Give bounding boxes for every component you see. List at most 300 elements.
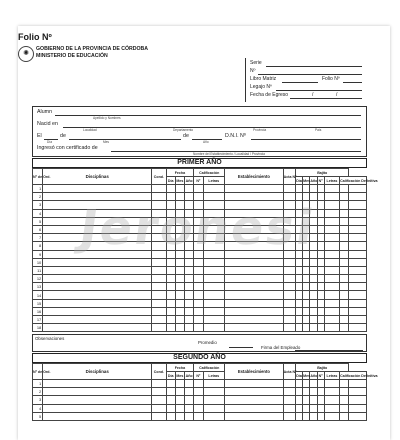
table-cell[interactable] <box>295 258 302 266</box>
table-cell[interactable] <box>185 316 194 324</box>
promedio-label: Promedio <box>198 340 217 345</box>
alumno-label: Alumn <box>37 109 53 115</box>
table-cell[interactable] <box>317 324 324 332</box>
table-cell[interactable] <box>225 185 284 193</box>
table-cell[interactable] <box>203 316 225 324</box>
table-cell[interactable] <box>203 412 225 420</box>
table-cell[interactable] <box>349 209 367 217</box>
table-cell[interactable] <box>43 275 152 283</box>
table-cell[interactable] <box>185 380 194 388</box>
table-cell[interactable] <box>310 324 317 332</box>
table-cell[interactable] <box>194 258 203 266</box>
table-cell[interactable] <box>166 324 175 332</box>
table-cell[interactable] <box>194 275 203 283</box>
table-cell[interactable] <box>340 193 349 201</box>
table-cell[interactable] <box>185 307 194 315</box>
table-cell[interactable] <box>185 299 194 307</box>
table-cell[interactable] <box>295 307 302 315</box>
row-number: 3 <box>33 396 43 404</box>
table-cell[interactable] <box>185 324 194 332</box>
table-cell[interactable] <box>152 283 166 291</box>
table-cell[interactable] <box>340 299 349 307</box>
table-cell[interactable] <box>43 412 152 420</box>
table-cell[interactable] <box>295 316 302 324</box>
table-cell[interactable] <box>175 258 184 266</box>
table-cell[interactable] <box>225 316 284 324</box>
table-cell[interactable] <box>175 412 184 420</box>
b-n-col-2: Nº <box>318 373 323 378</box>
table-cell[interactable] <box>310 185 317 193</box>
table-cell[interactable] <box>152 266 166 274</box>
table-cell[interactable] <box>324 283 339 291</box>
table-cell[interactable] <box>310 388 317 396</box>
table-cell[interactable] <box>283 412 295 420</box>
table-cell[interactable] <box>152 324 166 332</box>
table-cell[interactable] <box>317 307 324 315</box>
table-cell[interactable] <box>349 201 367 209</box>
b-anio-col: Año <box>310 178 318 183</box>
table-cell[interactable] <box>194 185 203 193</box>
table-cell[interactable] <box>185 275 194 283</box>
table-cell[interactable] <box>203 291 225 299</box>
table-cell[interactable] <box>283 307 295 315</box>
table-cell[interactable] <box>225 266 284 274</box>
table-cell[interactable] <box>175 299 184 307</box>
table-cell[interactable] <box>152 185 166 193</box>
table-cell[interactable] <box>185 258 194 266</box>
table-cell[interactable] <box>166 185 175 193</box>
calificacion-header: Calificación <box>194 169 225 177</box>
table-cell[interactable] <box>317 388 324 396</box>
table-cell[interactable] <box>340 396 349 404</box>
table-cell[interactable] <box>43 316 152 324</box>
table-cell[interactable] <box>340 242 349 250</box>
table-cell[interactable] <box>194 283 203 291</box>
table-cell[interactable] <box>349 193 367 201</box>
table-cell[interactable] <box>166 307 175 315</box>
table-cell[interactable] <box>295 404 302 412</box>
dni-label: D.N.I. Nº <box>225 133 246 139</box>
table-row <box>33 275 367 283</box>
table-cell[interactable] <box>340 283 349 291</box>
table-cell[interactable] <box>185 266 194 274</box>
table-cell[interactable] <box>185 404 194 412</box>
table-cell[interactable] <box>203 388 225 396</box>
table-cell[interactable] <box>317 225 324 233</box>
table-cell[interactable] <box>225 283 284 291</box>
table-cell[interactable] <box>303 283 310 291</box>
table-cell[interactable] <box>283 291 295 299</box>
table-cell[interactable] <box>303 404 310 412</box>
table-cell[interactable] <box>203 396 225 404</box>
table-cell[interactable] <box>283 258 295 266</box>
table-cell[interactable] <box>283 404 295 412</box>
table-cell[interactable] <box>166 266 175 274</box>
cal-letras-col-2: Letras <box>203 372 225 380</box>
table-cell[interactable] <box>225 380 284 388</box>
table-cell[interactable] <box>194 307 203 315</box>
table-cell[interactable] <box>225 299 284 307</box>
table-cell[interactable] <box>310 404 317 412</box>
table-cell[interactable] <box>203 275 225 283</box>
table-cell[interactable] <box>310 291 317 299</box>
table-cell[interactable] <box>295 412 302 420</box>
table-cell[interactable] <box>340 217 349 225</box>
table-cell[interactable] <box>349 324 367 332</box>
table-cell[interactable] <box>317 266 324 274</box>
table-cell[interactable] <box>317 185 324 193</box>
row-number: 4 <box>33 209 43 217</box>
table-cell[interactable] <box>349 185 367 193</box>
table-cell[interactable] <box>324 242 339 250</box>
table-cell[interactable] <box>310 380 317 388</box>
table-cell[interactable] <box>194 316 203 324</box>
table-cell[interactable] <box>303 396 310 404</box>
de-label-2: de <box>183 133 189 139</box>
table-cell[interactable] <box>340 234 349 242</box>
calificacion-header-2: Calificación <box>194 364 225 372</box>
table-cell[interactable] <box>340 404 349 412</box>
table-cell[interactable] <box>166 396 175 404</box>
table-cell[interactable] <box>43 283 152 291</box>
year-title-first: PRIMER AÑO <box>32 158 367 168</box>
table-cell[interactable] <box>317 250 324 258</box>
table-cell[interactable] <box>175 307 184 315</box>
table-cell[interactable] <box>203 266 225 274</box>
table-cell[interactable] <box>317 258 324 266</box>
table-cell[interactable] <box>203 185 225 193</box>
table-cell[interactable] <box>340 201 349 209</box>
table-cell[interactable] <box>166 283 175 291</box>
table-cell[interactable] <box>310 299 317 307</box>
table-cell[interactable] <box>295 299 302 307</box>
table-cell[interactable] <box>324 185 339 193</box>
table-cell[interactable] <box>349 316 367 324</box>
table-cell[interactable] <box>203 380 225 388</box>
table-cell[interactable] <box>283 185 295 193</box>
table-cell[interactable] <box>340 324 349 332</box>
row-number: 5 <box>33 217 43 225</box>
table-cell[interactable] <box>349 380 367 388</box>
dia-col: Día <box>167 178 174 183</box>
table-cell[interactable] <box>203 299 225 307</box>
table-cell[interactable] <box>349 307 367 315</box>
row-number: 5 <box>33 412 43 420</box>
table-cell[interactable] <box>324 225 339 233</box>
table-cell[interactable] <box>152 291 166 299</box>
table-cell[interactable] <box>349 250 367 258</box>
table-cell[interactable] <box>317 380 324 388</box>
table-cell[interactable] <box>152 396 166 404</box>
table-cell[interactable] <box>225 404 284 412</box>
table-cell[interactable] <box>340 258 349 266</box>
acta-header: Acta Nº <box>283 169 295 185</box>
table-cell[interactable] <box>283 283 295 291</box>
table-cell[interactable] <box>310 283 317 291</box>
table-cell[interactable] <box>303 324 310 332</box>
apellido-nombres-sub: Apellido y Nombres <box>93 116 121 120</box>
table-cell[interactable] <box>43 388 152 396</box>
table-cell[interactable] <box>194 299 203 307</box>
table-cell[interactable] <box>340 316 349 324</box>
table-cell[interactable] <box>203 258 225 266</box>
table-cell[interactable] <box>194 412 203 420</box>
table-cell[interactable] <box>185 283 194 291</box>
table-cell[interactable] <box>295 291 302 299</box>
table-cell[interactable] <box>283 266 295 274</box>
table-cell[interactable] <box>324 234 339 242</box>
row-number: 7 <box>33 234 43 242</box>
table-cell[interactable] <box>324 291 339 299</box>
table-cell[interactable] <box>324 324 339 332</box>
table-cell[interactable] <box>303 185 310 193</box>
table-cell[interactable] <box>194 324 203 332</box>
table-cell[interactable] <box>43 396 152 404</box>
table-cell[interactable] <box>152 380 166 388</box>
table-cell[interactable] <box>295 396 302 404</box>
table-cell[interactable] <box>152 258 166 266</box>
table-cell[interactable] <box>43 307 152 315</box>
table-cell[interactable] <box>283 299 295 307</box>
row-number: 16 <box>33 307 43 315</box>
table-cell[interactable] <box>324 201 339 209</box>
table-cell[interactable] <box>324 217 339 225</box>
table-cell[interactable] <box>349 258 367 266</box>
table-cell[interactable] <box>166 291 175 299</box>
table-cell[interactable] <box>349 299 367 307</box>
table-cell[interactable] <box>349 266 367 274</box>
table-cell[interactable] <box>225 396 284 404</box>
table-cell[interactable] <box>349 275 367 283</box>
table-cell[interactable] <box>175 396 184 404</box>
table-cell[interactable] <box>310 258 317 266</box>
table-cell[interactable] <box>303 316 310 324</box>
table-cell[interactable] <box>175 404 184 412</box>
table-cell[interactable] <box>324 380 339 388</box>
table-cell[interactable] <box>317 283 324 291</box>
table-cell[interactable] <box>317 299 324 307</box>
table-cell[interactable] <box>324 193 339 201</box>
cond-header-2: Cond. <box>152 364 166 380</box>
table-cell[interactable] <box>166 258 175 266</box>
b-mes-col-2: Mes <box>303 373 311 378</box>
table-cell[interactable] <box>324 275 339 283</box>
table-cell[interactable] <box>175 380 184 388</box>
table-cell[interactable] <box>166 412 175 420</box>
table-cell[interactable] <box>303 291 310 299</box>
table-cell[interactable] <box>175 291 184 299</box>
table-cell[interactable] <box>185 412 194 420</box>
table-cell[interactable] <box>43 185 152 193</box>
table-cell[interactable] <box>225 388 284 396</box>
table-cell[interactable] <box>340 225 349 233</box>
table-cell[interactable] <box>152 412 166 420</box>
table-cell[interactable] <box>194 291 203 299</box>
table-cell[interactable] <box>324 316 339 324</box>
table-cell[interactable] <box>324 266 339 274</box>
table-cell[interactable] <box>295 185 302 193</box>
table-cell[interactable] <box>175 275 184 283</box>
table-cell[interactable] <box>194 380 203 388</box>
table-cell[interactable] <box>340 291 349 299</box>
table-cell[interactable] <box>310 275 317 283</box>
table-cell[interactable] <box>310 396 317 404</box>
table-cell[interactable] <box>303 307 310 315</box>
pais-sub: País <box>315 128 322 132</box>
table-cell[interactable] <box>310 412 317 420</box>
table-cell[interactable] <box>43 258 152 266</box>
table-cell[interactable] <box>166 299 175 307</box>
table-cell[interactable] <box>349 242 367 250</box>
table-cell[interactable] <box>152 299 166 307</box>
table-cell[interactable] <box>340 412 349 420</box>
table-cell[interactable] <box>283 316 295 324</box>
table-cell[interactable] <box>185 185 194 193</box>
table-cell[interactable] <box>194 404 203 412</box>
table-cell[interactable] <box>324 299 339 307</box>
table-cell[interactable] <box>43 266 152 274</box>
table-cell[interactable] <box>225 275 284 283</box>
table-cell[interactable] <box>303 388 310 396</box>
table-cell[interactable] <box>349 388 367 396</box>
table-cell[interactable] <box>303 380 310 388</box>
table-cell[interactable] <box>324 258 339 266</box>
table-cell[interactable] <box>317 217 324 225</box>
table-cell[interactable] <box>317 412 324 420</box>
table-cell[interactable] <box>349 234 367 242</box>
table-cell[interactable] <box>203 404 225 412</box>
table-cell[interactable] <box>225 412 284 420</box>
table-cell[interactable] <box>349 396 367 404</box>
mes-col: Mes <box>176 178 184 183</box>
table-cell[interactable] <box>340 388 349 396</box>
table-cell[interactable] <box>225 258 284 266</box>
table-cell[interactable] <box>340 275 349 283</box>
table-cell[interactable] <box>175 185 184 193</box>
table-cell[interactable] <box>310 307 317 315</box>
table-cell[interactable] <box>340 266 349 274</box>
table-cell[interactable] <box>283 275 295 283</box>
table-cell[interactable] <box>225 307 284 315</box>
table-cell[interactable] <box>194 388 203 396</box>
table-cell[interactable] <box>340 185 349 193</box>
table-cell[interactable] <box>175 283 184 291</box>
table-cell[interactable] <box>349 217 367 225</box>
table-cell[interactable] <box>295 275 302 283</box>
gov-line-2: MINISTERIO DE EDUCACIÓN <box>36 52 108 59</box>
table-cell[interactable] <box>166 275 175 283</box>
table-cell[interactable] <box>340 250 349 258</box>
table-cell[interactable] <box>175 266 184 274</box>
table-cell[interactable] <box>152 275 166 283</box>
table-cell[interactable] <box>340 380 349 388</box>
table-cell[interactable] <box>43 404 152 412</box>
table-cell[interactable] <box>194 266 203 274</box>
table-cell[interactable] <box>152 388 166 396</box>
table-cell[interactable] <box>152 404 166 412</box>
table-cell[interactable] <box>295 324 302 332</box>
table-cell[interactable] <box>303 299 310 307</box>
disciplinas-header-2: Disciplinas <box>43 364 152 380</box>
table-cell[interactable] <box>324 396 339 404</box>
table-cell[interactable] <box>203 283 225 291</box>
table-cell[interactable] <box>166 404 175 412</box>
table-cell[interactable] <box>175 388 184 396</box>
table-cell[interactable] <box>317 316 324 324</box>
table-cell[interactable] <box>194 396 203 404</box>
table-cell[interactable] <box>303 266 310 274</box>
table-cell[interactable] <box>283 380 295 388</box>
table-cell[interactable] <box>349 404 367 412</box>
table-cell[interactable] <box>283 324 295 332</box>
table-cell[interactable] <box>283 388 295 396</box>
table-cell[interactable] <box>324 250 339 258</box>
table-cell[interactable] <box>324 404 339 412</box>
table-cell[interactable] <box>324 412 339 420</box>
table-cell[interactable] <box>340 307 349 315</box>
table-cell[interactable] <box>349 283 367 291</box>
table-cell[interactable] <box>317 242 324 250</box>
year-title-second: SEGUNDO AÑO <box>32 353 367 363</box>
row-number: 9 <box>33 250 43 258</box>
table-cell[interactable] <box>295 266 302 274</box>
table-cell[interactable] <box>324 307 339 315</box>
table-cell[interactable] <box>166 380 175 388</box>
table-cell[interactable] <box>203 307 225 315</box>
table-cell[interactable] <box>317 396 324 404</box>
table-cell[interactable] <box>349 291 367 299</box>
table-cell[interactable] <box>175 316 184 324</box>
table-cell[interactable] <box>303 412 310 420</box>
table-cell[interactable] <box>152 307 166 315</box>
table-cell[interactable] <box>185 396 194 404</box>
table-cell[interactable] <box>225 324 284 332</box>
table-cell[interactable] <box>175 324 184 332</box>
table-cell[interactable] <box>43 324 152 332</box>
table-cell[interactable] <box>324 388 339 396</box>
table-cell[interactable] <box>166 316 175 324</box>
table-cell[interactable] <box>303 275 310 283</box>
table-cell[interactable] <box>324 209 339 217</box>
table-cell[interactable] <box>317 234 324 242</box>
table-cell[interactable] <box>185 291 194 299</box>
table-cell[interactable] <box>43 299 152 307</box>
table-cell[interactable] <box>203 324 225 332</box>
table-cell[interactable] <box>283 396 295 404</box>
table-cell[interactable] <box>43 380 152 388</box>
table-cell[interactable] <box>295 380 302 388</box>
table-cell[interactable] <box>317 404 324 412</box>
localidad-sub: Localidad <box>83 128 97 132</box>
table-cell[interactable] <box>349 225 367 233</box>
table-cell[interactable] <box>295 388 302 396</box>
table-cell[interactable] <box>225 291 284 299</box>
table-cell[interactable] <box>317 275 324 283</box>
table-cell[interactable] <box>166 388 175 396</box>
table-cell[interactable] <box>349 412 367 420</box>
acta-header-2: Acta Nº <box>283 364 295 380</box>
table-cell[interactable] <box>310 266 317 274</box>
table-cell[interactable] <box>317 209 324 217</box>
table-cell[interactable] <box>303 258 310 266</box>
table-cell[interactable] <box>310 316 317 324</box>
table-cell[interactable] <box>152 316 166 324</box>
table-cell[interactable] <box>185 388 194 396</box>
table-cell[interactable] <box>295 283 302 291</box>
table-cell[interactable] <box>43 291 152 299</box>
table-cell[interactable] <box>340 209 349 217</box>
table-cell[interactable] <box>317 291 324 299</box>
